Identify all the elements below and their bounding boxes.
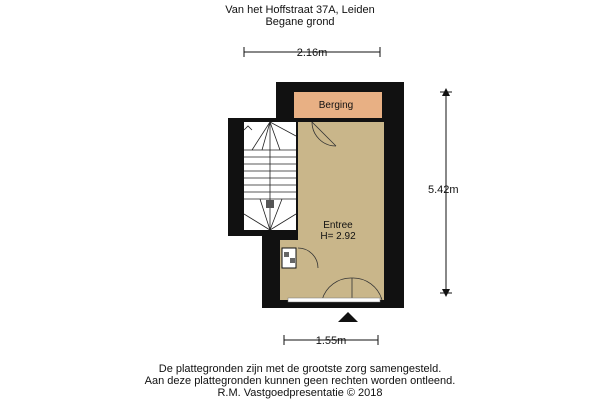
entrance-arrow-icon [338, 312, 358, 322]
bottom-width-label: 1.55m [315, 335, 347, 347]
disclaimer-line-2: Aan deze plattegronden kunnen geen rechten worden ontleend. [144, 375, 456, 387]
staircase [244, 122, 296, 230]
copyright-line: R.M. Vastgoedpresentatie © 2018 [217, 387, 383, 399]
entrance-hall [298, 122, 384, 300]
entrance-hall-label: Entree [323, 220, 353, 231]
meter-cupboard [282, 248, 296, 268]
bottom-width-dimension [284, 335, 378, 347]
height-dimension [428, 88, 459, 297]
top-width-dimension [244, 47, 380, 59]
ceiling-height-label: H= 2.92 [320, 231, 356, 242]
disclaimer-line-1: De plattegronden zijn met de grootste zorg samengesteld. [158, 363, 442, 375]
plan-address-title: Van het Hoffstraat 37A, Leiden [225, 4, 375, 16]
height-label: 5.42m [428, 184, 459, 196]
top-width-label: 2.16m [296, 47, 328, 59]
plan-floor-title: Begane grond [265, 16, 335, 28]
storage-room-label: Berging [318, 100, 354, 111]
